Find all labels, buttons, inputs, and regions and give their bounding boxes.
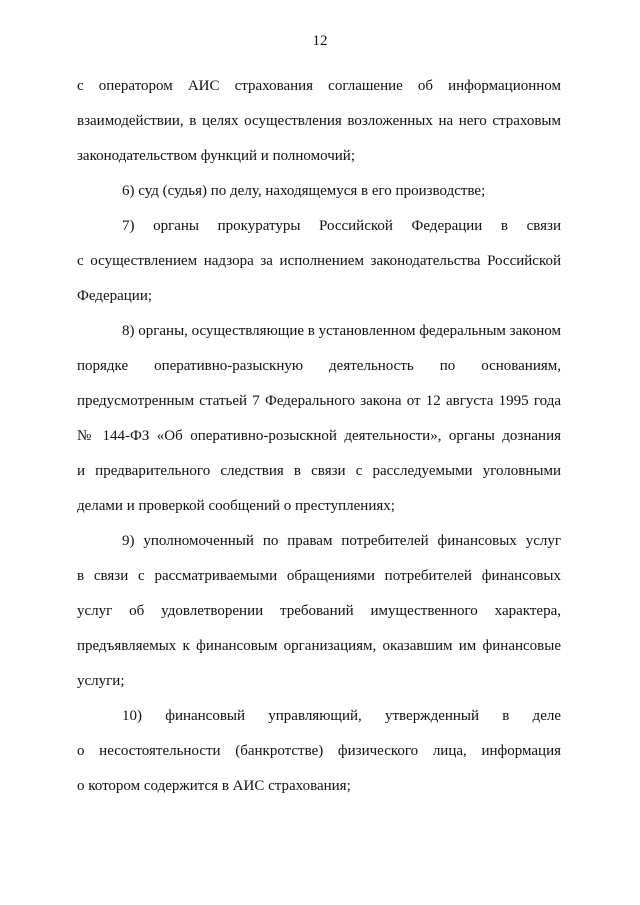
text-line: взаимодействии, в целях осуществления возложенных на него страховым — [77, 113, 561, 129]
text-line: № 144-ФЗ «Об оперативно-розыскной деятельности», органы дознания — [77, 428, 561, 444]
list-item-7: 7) органы прокуратуры Российской Федерации в связи — [122, 218, 561, 234]
document-body — [77, 69, 561, 804]
list-item-9: 9) уполномоченный по правам потребителей финансовых услуг — [122, 533, 561, 549]
list-item-10: 10) финансовый управляющий, утвержденный в деле — [122, 708, 561, 724]
text-line: с оператором АИС страхования соглашение об информационном — [77, 78, 561, 94]
text-line: о котором содержится в АИС страхования; — [77, 778, 351, 794]
text-line: о несостоятельности (банкротстве) физического лица, информация — [77, 743, 561, 759]
text-line: предъявляемых к финансовым организациям, оказавшим им финансовые — [77, 638, 561, 654]
text-line: Федерации; — [77, 288, 153, 304]
text-line: с осуществлением надзора за исполнением законодательства Российской — [77, 253, 561, 269]
text-line: услуг об удовлетворении требований имущественного характера, — [77, 603, 561, 619]
text-line: предусмотренным статьей 7 Федерального закона от 12 августа 1995 года — [77, 393, 561, 409]
text-line: и предварительного следствия в связи с расследуемыми уголовными — [77, 463, 561, 479]
text-line: законодательством функций и полномочий; — [77, 148, 355, 164]
text-line: услуги; — [77, 673, 125, 689]
text-line: в связи с рассматриваемыми обращениями потребителей финансовых — [77, 568, 561, 584]
text-line: делами и проверкой сообщений о преступлениях; — [77, 498, 395, 514]
list-item-8: 8) органы, осуществляющие в установленном федеральным законом — [122, 323, 561, 339]
text-line: порядке оперативно-разыскную деятельность по основаниям, — [77, 358, 561, 374]
page-number: 12 — [312, 33, 328, 49]
list-item-6: 6) суд (судья) по делу, находящемуся в его производстве; — [122, 183, 486, 199]
